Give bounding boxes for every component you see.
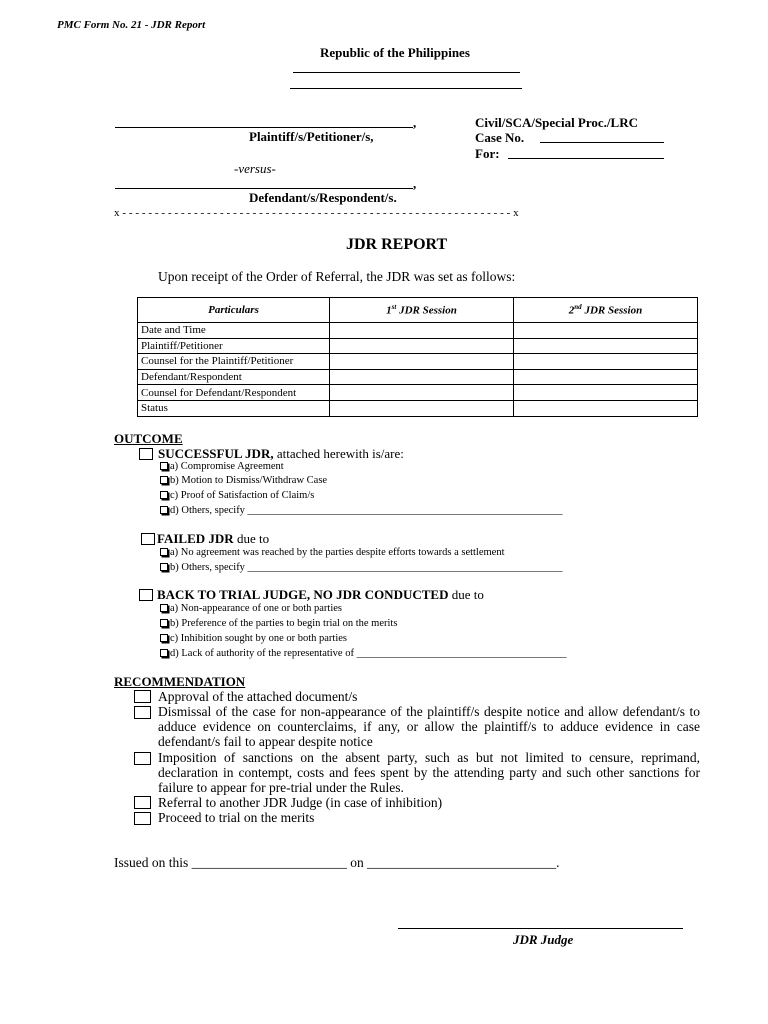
issued-prefix: Issued on this: [114, 855, 189, 870]
table-row: [138, 385, 698, 401]
recommendation-checkbox[interactable]: [134, 812, 151, 825]
case-no-line[interactable]: [540, 142, 664, 143]
issued-line: [114, 855, 560, 871]
row-label: Status: [138, 400, 330, 416]
option-checkbox[interactable]: [160, 548, 168, 556]
second-session-cell[interactable]: [514, 400, 698, 416]
option-item[interactable]: b) Others, specify ____________________________________________________________: [160, 562, 563, 573]
recommendation-item: Imposition of sanctions on the absent party, such as but not limited to censure, reprimand, declaration in contempt, costs and fees spent by the attending party and such other sanctions for failure to appear for pre-trial under the Rules.: [158, 750, 700, 795]
outcome-heading: OUTCOME: [114, 431, 183, 446]
successful-jdr-checkbox[interactable]: [139, 448, 153, 460]
back-to-trial-checkbox[interactable]: [139, 589, 153, 601]
recommendation-checkbox[interactable]: [134, 706, 151, 719]
intro-text: Upon receipt of the Order of Referral, the JDR was set as follows:: [158, 269, 516, 284]
defendant-name-line[interactable]: [115, 188, 413, 189]
plaintiff-label: Plaintiff/s/Petitioner/s,: [249, 129, 374, 144]
table-row: [138, 400, 698, 416]
recommendation-checkbox[interactable]: [134, 752, 151, 765]
versus-label: -versus-: [234, 161, 276, 176]
form-label: PMC Form No. 21 - JDR Report: [57, 19, 206, 31]
jdr-judge-label: JDR Judge: [513, 932, 574, 947]
caption-separator: x - - - - - - - - - - - - - - - - - - - - - - - - - - - - - - - - - - - - - - - - - - - - - - - - - - - - - - - - - - - - x: [114, 207, 519, 219]
table-header-row: [138, 298, 698, 323]
option-checkbox[interactable]: [160, 491, 168, 499]
jdr-schedule-table: [137, 297, 698, 417]
second-session-cell[interactable]: [514, 323, 698, 339]
option-item[interactable]: d) Others, specify ____________________________________________________________: [160, 505, 563, 516]
row-label: Plaintiff/Petitioner: [138, 338, 330, 354]
option-item[interactable]: b) Preference of the parties to begin trial on the merits: [160, 618, 397, 629]
second-session-cell[interactable]: [514, 369, 698, 385]
table-row: [138, 354, 698, 370]
court-location-line[interactable]: [290, 88, 522, 89]
second-session-cell[interactable]: [514, 385, 698, 401]
plaintiff-comma: ,: [413, 115, 417, 130]
issued-on-label: on: [350, 855, 364, 870]
second-session-cell[interactable]: [514, 338, 698, 354]
successful-jdr-label: SUCCESSFUL JDR, attached herewith is/are:: [158, 446, 404, 461]
signature-line[interactable]: [398, 928, 683, 929]
option-item[interactable]: a) Non-appearance of one or both parties: [160, 603, 342, 614]
for-label: For:: [475, 146, 500, 161]
table-row: [138, 338, 698, 354]
option-item[interactable]: d) Lack of authority of the representative of ________________________________________: [160, 648, 567, 659]
option-item[interactable]: c) Inhibition sought by one or both parties: [160, 633, 347, 644]
option-checkbox[interactable]: [160, 506, 168, 514]
option-item[interactable]: b) Motion to Dismiss/Withdraw Case: [160, 475, 327, 486]
republic-heading: Republic of the Philippines: [320, 45, 470, 60]
table-row: [138, 323, 698, 339]
row-label: Counsel for Defendant/Respondent: [138, 385, 330, 401]
issued-place-blank[interactable]: ____________________________.: [367, 855, 560, 870]
option-checkbox[interactable]: [160, 476, 168, 484]
failed-jdr-label: FAILED JDR due to: [157, 531, 270, 546]
first-session-cell[interactable]: [330, 354, 514, 370]
defendant-comma: ,: [413, 176, 417, 191]
for-line[interactable]: [508, 158, 664, 159]
option-checkbox[interactable]: [160, 563, 168, 571]
plaintiff-name-line[interactable]: [115, 127, 413, 128]
report-title: JDR REPORT: [346, 236, 448, 253]
back-to-trial-label: BACK TO TRIAL JUDGE, NO JDR CONDUCTED due to: [157, 587, 484, 602]
col-first-session: 1st JDR Session: [330, 298, 514, 323]
first-session-cell[interactable]: [330, 369, 514, 385]
issued-date-blank[interactable]: _______________________: [191, 855, 347, 870]
option-checkbox[interactable]: [160, 634, 168, 642]
option-item[interactable]: c) Proof of Satisfaction of Claim/s: [160, 490, 314, 501]
recommendation-checkbox[interactable]: [134, 796, 151, 809]
recommendation-item: Dismissal of the case for non-appearance of the plaintiff/s despite notice and allow defendant/s to adduce evidence on counterclaims, if any, or allow the plaintiff/s to adduce evidence in case defendant/s fail to appear despite notice: [158, 704, 700, 749]
table-row: [138, 369, 698, 385]
recommendation-heading: RECOMMENDATION: [114, 674, 246, 689]
option-item[interactable]: a) Compromise Agreement: [160, 461, 284, 472]
recommendation-checkbox[interactable]: [134, 690, 151, 703]
option-checkbox[interactable]: [160, 619, 168, 627]
defendant-label: Defendant/s/Respondent/s.: [249, 190, 397, 205]
recommendation-item: Referral to another JDR Judge (in case of inhibition): [158, 795, 443, 810]
option-checkbox[interactable]: [160, 462, 168, 470]
option-checkbox[interactable]: [160, 604, 168, 612]
col-second-session: 2nd JDR Session: [514, 298, 698, 323]
first-session-cell[interactable]: [330, 323, 514, 339]
failed-jdr-checkbox[interactable]: [141, 533, 155, 545]
option-item[interactable]: a) No agreement was reached by the parties despite efforts towards a settlement: [160, 547, 505, 558]
recommendation-item: Approval of the attached document/s: [158, 689, 358, 704]
row-label: Date and Time: [138, 323, 330, 339]
court-name-line[interactable]: [293, 72, 520, 73]
first-session-cell[interactable]: [330, 338, 514, 354]
case-type-label: Civil/SCA/Special Proc./LRC: [475, 115, 638, 130]
first-session-cell[interactable]: [330, 385, 514, 401]
row-label: Counsel for the Plaintiff/Petitioner: [138, 354, 330, 370]
recommendation-item: Proceed to trial on the merits: [158, 810, 315, 825]
case-no-label: Case No.: [475, 130, 525, 145]
second-session-cell[interactable]: [514, 354, 698, 370]
col-particulars: Particulars: [138, 298, 330, 323]
row-label: Defendant/Respondent: [138, 369, 330, 385]
option-checkbox[interactable]: [160, 649, 168, 657]
first-session-cell[interactable]: [330, 400, 514, 416]
